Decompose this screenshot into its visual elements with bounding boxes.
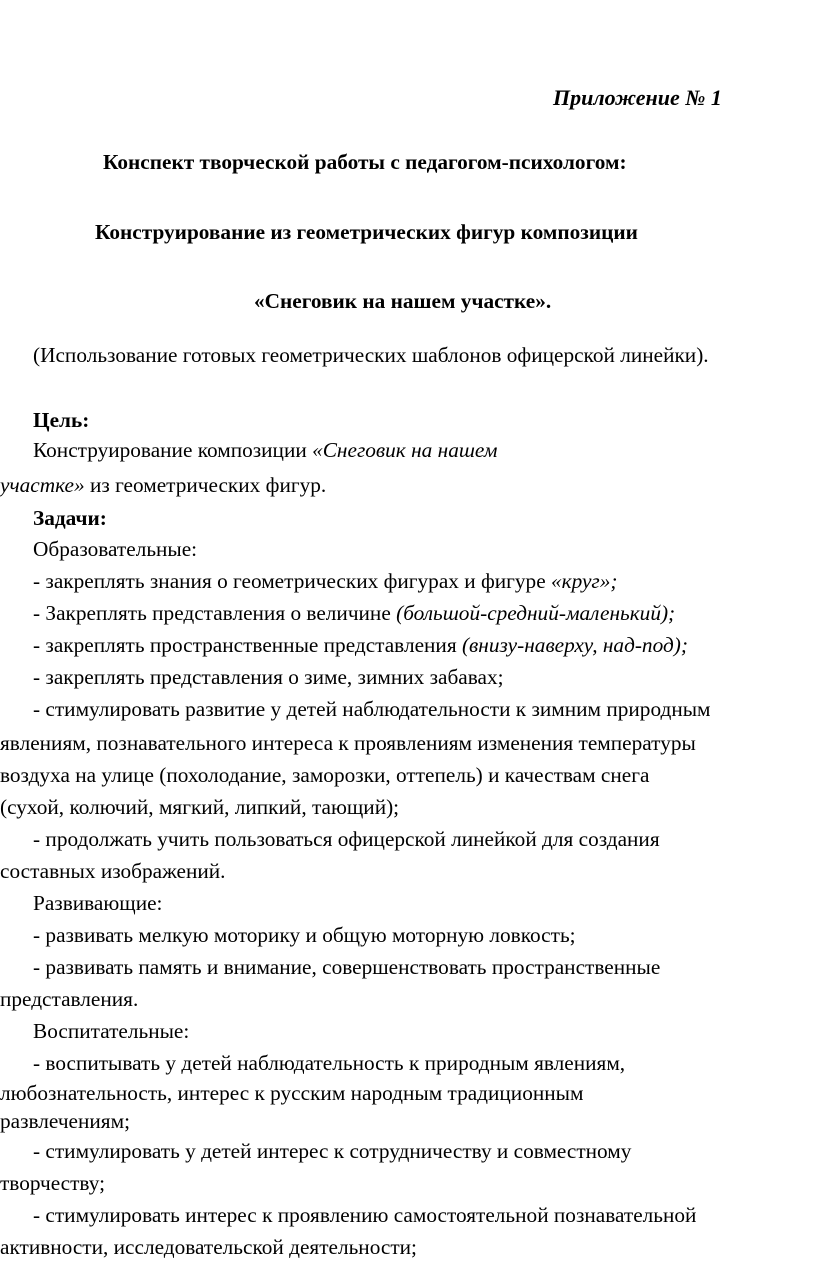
upbringing-item-1-line-2: любознательность, интерес к русским народным традиционным [0, 1081, 584, 1105]
appendix-label: Приложение № 1 [553, 85, 722, 110]
upbringing-item-3-line-1: - стимулировать интерес к проявлению самостоятельной познавательной [33, 1203, 697, 1227]
tasks-heading: Задачи: [33, 506, 107, 530]
goal-text-line-1 [33, 440, 497, 461]
educational-item-1 [33, 571, 617, 592]
educational-item-3 [33, 635, 688, 656]
upbringing-item-1-line-1: - воспитывать у детей наблюдательность к природным явлениям, [33, 1051, 626, 1075]
educational-item-5-line-3: воздуха на улице (похолодание, заморозки, оттепель) и качествам снега [0, 763, 650, 787]
goal-heading: Цель: [33, 408, 90, 432]
upbringing-item-2-line-1: - стимулировать у детей интерес к сотрудничеству и совместному [33, 1139, 632, 1163]
educational-item-5-line-1: - стимулировать развитие у детей наблюдательности к зимним природным [33, 697, 711, 721]
developing-item-2-line-2: представления. [0, 987, 139, 1011]
goal-text-italic: «Снеговик на нашем [312, 438, 498, 462]
item-text-italic: «круг»; [550, 569, 618, 593]
educational-item-6-line-2: составных изображений. [0, 859, 226, 883]
item-text: - закреплять знания о геометрических фигурах и фигуре [33, 569, 551, 593]
upbringing-item-2-line-2: творчеству; [0, 1171, 106, 1195]
educational-item-6-line-1: - продолжать учить пользоваться офицерской линейкой для создания [33, 827, 660, 851]
goal-text-plain: Конструирование композиции [33, 438, 313, 462]
developing-item-2-line-1: - развивать память и внимание, совершенствовать пространственные [33, 955, 661, 979]
educational-item-5-line-4: (сухой, колючий, мягкий, липкий, тающий); [0, 795, 400, 819]
educational-item-2 [33, 603, 675, 624]
upbringing-item-3-line-2: активности, исследовательской деятельности; [0, 1235, 417, 1259]
upbringing-heading: Воспитательные: [33, 1019, 190, 1043]
goal-text-line-2 [0, 475, 326, 496]
educational-heading: Образовательные: [33, 537, 198, 561]
educational-item-4: - закреплять представления о зиме, зимних забавах; [33, 665, 504, 689]
title-line-2: Конструирование из геометрических фигур композиции [95, 220, 638, 244]
goal-text-italic: участке» [0, 473, 85, 497]
title-line-1: Конспект творческой работы с педагогом-психологом: [103, 150, 627, 174]
item-text-italic: (внизу-наверху, над-под); [461, 633, 688, 657]
developing-item-1: - развивать мелкую моторику и общую моторную ловкость; [33, 923, 576, 947]
educational-item-5-line-2: явлениям, познавательного интереса к проявлениям изменения температуры [0, 731, 696, 755]
title-line-3: «Снеговик на нашем участке». [254, 289, 552, 313]
usage-note: (Использование готовых геометрических шаблонов офицерской линейки). [33, 343, 709, 367]
item-text: - Закреплять представления о величине [33, 601, 397, 625]
upbringing-item-1-line-3: развлечениям; [0, 1109, 130, 1133]
goal-text-plain: из геометрических фигур. [84, 473, 327, 497]
item-text-italic: (большой-средний-маленький); [396, 601, 676, 625]
developing-heading: Развивающие: [33, 891, 163, 915]
item-text: - закреплять пространственные представления [33, 633, 462, 657]
